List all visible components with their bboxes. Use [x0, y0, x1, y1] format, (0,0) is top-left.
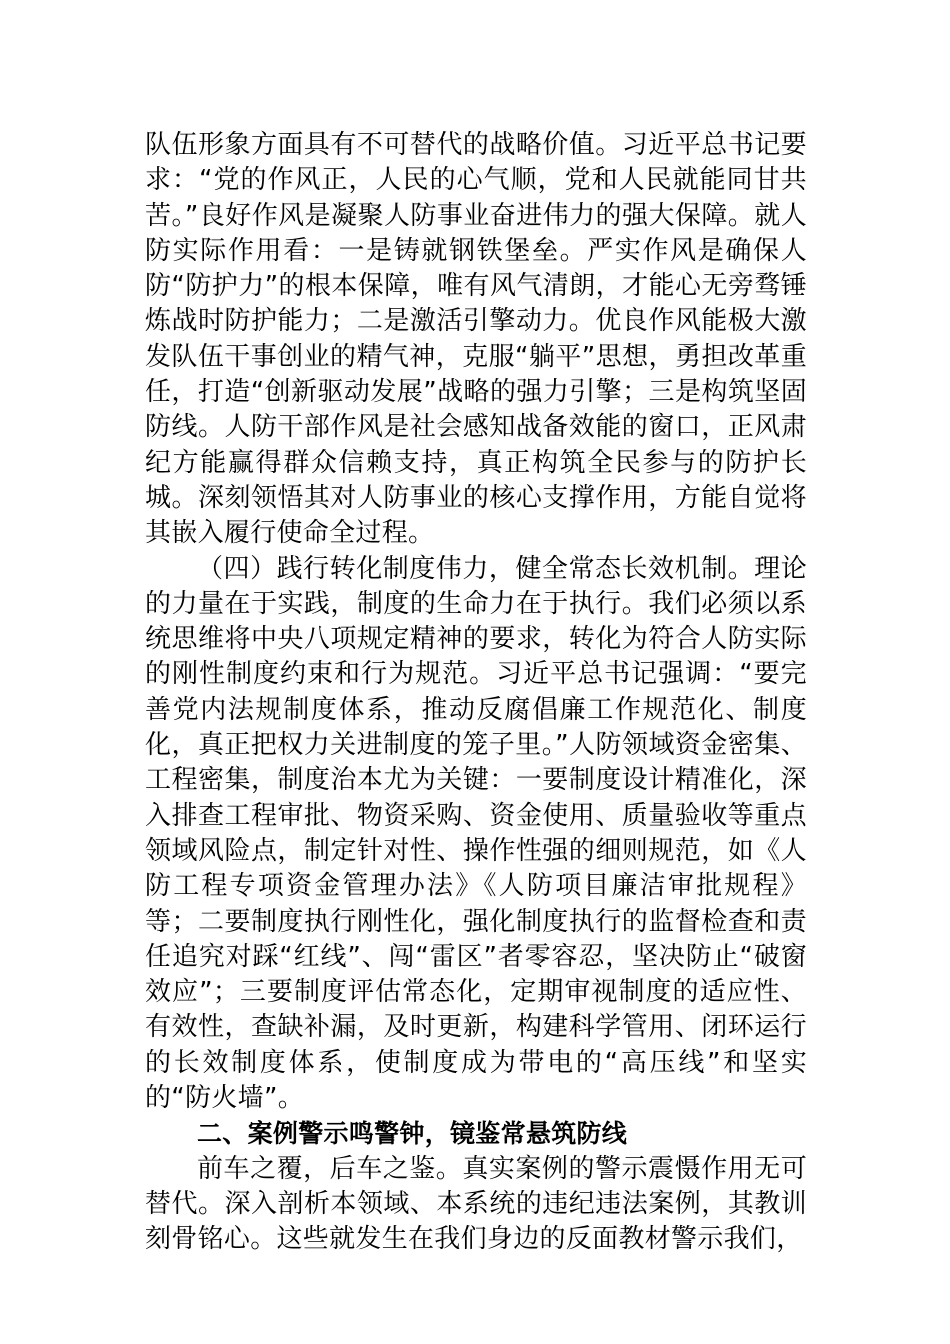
paragraph-case-warning: 前车之覆，后车之鉴。真实案例的警示震慑作用无可替代。深入剖析本领域、本系统的违纪违法案例，其教训刻骨铭心。这些就发生在我们身边的反面教材警示我们， — [145, 1153, 807, 1255]
document-body — [145, 128, 807, 1258]
paragraph-continuation: 队伍形象方面具有不可替代的战略价值。习近平总书记要求：“党的作风正，人民的心气顺，党和人民就能同甘共苦。”良好作风是凝聚人防事业奋进伟力的强大保障。就人防实际作用看：一是铸就钢铁堡垒。严实作风是确保人防“防护力”的根本保障，唯有风气清朗，才能心无旁骛锤炼战时防护能力；二是激活引擎动力。优良作风能极大激发队伍干事创业的精气神，克服“躺平”思想，勇担改革重任，打造“创新驱动发展”战略的强力引擎；三是构筑坚固防线。人防干部作风是社会感知战备效能的窗口，正风肃纪方能赢得群众信赖支持，真正构筑全民参与的防护长城。深刻领悟其对人防事业的核心支撑作用，方能自觉将其嵌入履行使命全过程。 — [145, 130, 807, 549]
section-heading-case-warning: 二、案例警示鸣警钟，镜鉴常悬筑防线 — [197, 1119, 628, 1149]
paragraph-system-building: （四）践行转化制度伟力，健全常态长效机制。理论的力量在于实践，制度的生命力在于执行。我们必须以系统思维将中央八项规定精神的要求，转化为符合人防实际的刚性制度约束和行为规范。习近平总书记强调：“要完善党内法规制度体系，推动反腐倡廉工作规范化、制度化，真正把权力关进制度的笼子里。”人防领域资金密集、工程密集，制度治本尤为关键：一要制度设计精准化，深入排查工程审批、物资采购、资金使用、质量验收等重点领域风险点，制定针对性、操作性强的细则规范，如《人防工程专项资金管理办法》《人防项目廉洁审批规程》等；二要制度执行刚性化，强化制度执行的监督检查和责任追究对踩“红线”、闯“雷区”者零容忍，坚决防止“破窗效应”；三要制度评估常态化，定期审视制度的适应性、有效性，查缺补漏，及时更新，构建科学管用、闭环运行的长效制度体系，使制度成为带电的“高压线”和坚实的“防火墙”。 — [145, 553, 807, 1114]
